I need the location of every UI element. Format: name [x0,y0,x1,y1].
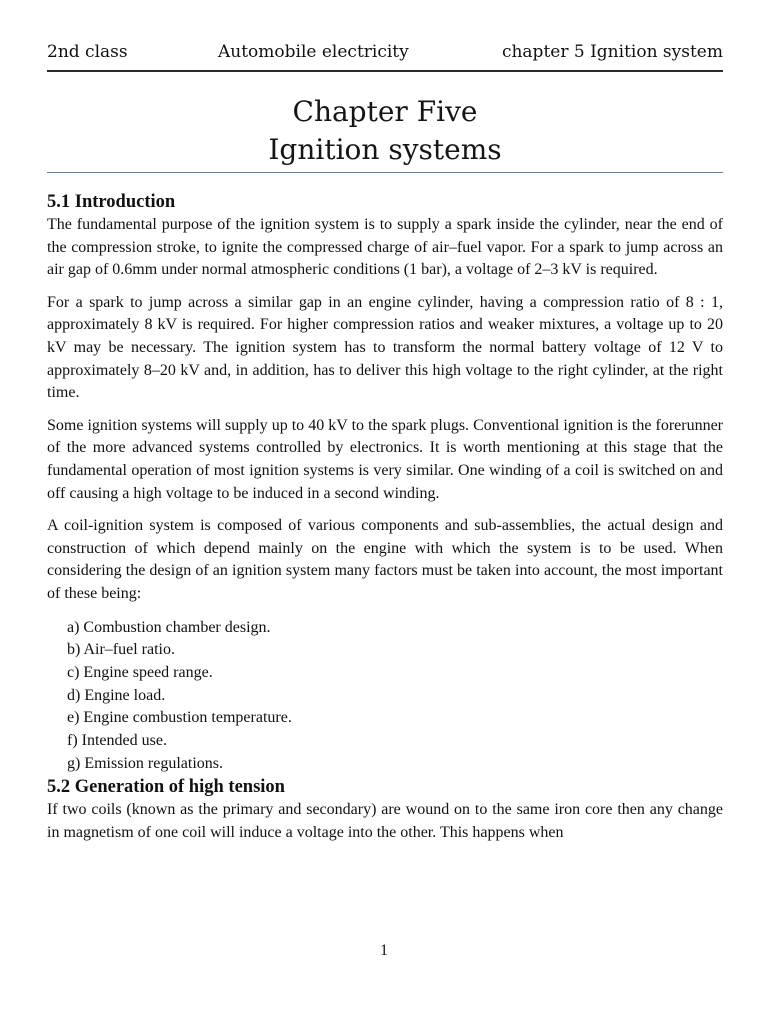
section-heading-introduction: 5.1 Introduction [47,192,176,212]
header-class-label: 2nd class [47,42,128,62]
page-body [47,190,723,845]
header-divider [47,70,723,72]
list-item: a) Combustion chamber design. [67,618,271,636]
list-item: c) Engine speed range. [67,663,213,681]
list-item: d) Engine load. [67,686,166,704]
section-heading-high-tension: 5.2 Generation of high tension [47,777,285,798]
page-header [47,42,723,68]
list-item: f) Intended use. [67,732,167,750]
chapter-title-line2: Ignition systems [268,133,502,166]
design-factors-list [47,617,723,776]
title-divider [47,172,723,173]
paragraph: If two coils (known as the primary and secondary) are wound on to the same iron core then any change in magnetism of one coil will induce a voltage into the other. This happens when [47,801,723,842]
header-chapter-label: chapter 5 Ignition system [501,42,723,62]
chapter-title-line1: Chapter Five [292,95,478,128]
paragraph: Some ignition systems will supply up to 40 kV to the spark plugs. Conventional ignition is the forerunner of the more advanced systems controlled by electronics. It is worth mentioning at this stage that the fundamental operation of most ignition systems is very similar. One winding of a coil is switched on and off causing a high voltage to be induced in a second winding. [47,416,723,502]
list-item: b) Air–fuel ratio. [67,641,175,659]
list-item: g) Emission regulations. [67,754,223,772]
paragraph: A coil-ignition system is composed of various components and sub-assemblies, the actual design and construction of which depend mainly on the engine with which the system is to be used. When considering the design of an ignition system many factors must be taken into account, the most important of these being: [47,517,723,602]
list-item: e) Engine combustion temperature. [67,709,292,727]
page-number: 1 [380,942,388,959]
paragraph: For a spark to jump across a similar gap in an engine cylinder, having a compression ratio of 8 : 1, approximately 8 kV is required. For higher compression ratios and weaker mixtures, a voltage up to 20 kV may be necessary. The ignition system has to transform the normal battery voltage of 12 V to approximately 8–20 kV and, in addition, has to deliver this high voltage to the right cylinder, at the right time. [47,293,723,402]
paragraph: The fundamental purpose of the ignition system is to supply a spark inside the cylinder, near the end of the compression stroke, to ignite the compressed charge of air–fuel vapor. For a spark to jump across an air gap of 0.6mm under normal atmospheric conditions (1 bar), a voltage of 2–3 kV is required. [47,216,723,279]
header-course-title: Automobile electricity [218,42,409,62]
